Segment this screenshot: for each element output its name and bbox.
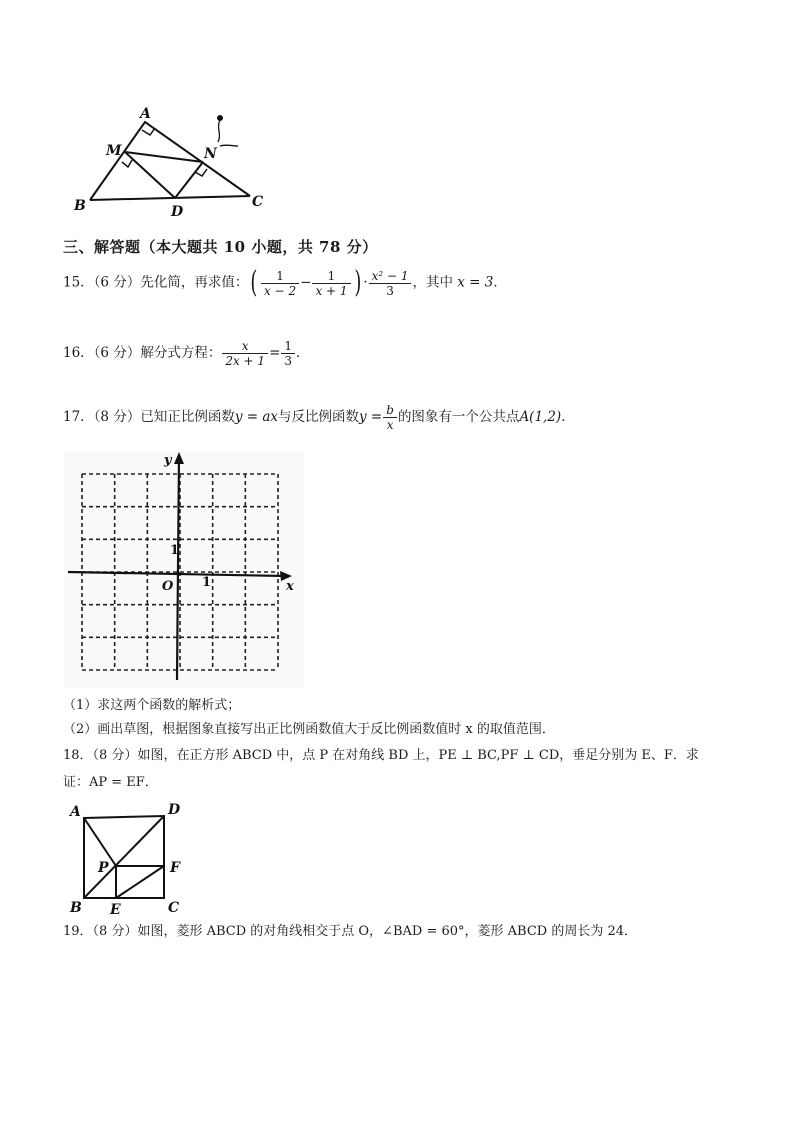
sq-label-B: B <box>70 900 82 916</box>
q16-number: 16． <box>63 345 94 361</box>
q17-text-c: 的图象有一个公共点 <box>397 409 520 425</box>
q15-text-a: 先化简，再求值： <box>140 274 249 291</box>
q15-score: （6 分） <box>93 274 141 291</box>
q17-sub-2: （2）画出草图，根据图象直接写出正比例函数值大于反比例函数值时 x 的取值范围． <box>63 722 555 737</box>
label-M: M <box>106 143 122 159</box>
q15-dot: · <box>363 274 368 291</box>
section-title: 三、解答题（本大题共 10 小题，共 78 分） <box>63 238 378 256</box>
question-15: 15．（6 分）先化简，再求值：( $\frac{1}{x - 2}$ − $\frac{1}{x + 1}$ ) · $\frac{\text{x² − 1}}{3}$ ，其中 x = 3． <box>63 265 507 300</box>
question-16 <box>63 339 310 368</box>
q17-fraction: $\frac{b}{x}$ <box>383 403 397 432</box>
q15-fraction-1: $\frac{1}{x - 2}$ <box>261 269 299 298</box>
label-B: B <box>74 198 86 214</box>
q17-sub-1: （1）求这两个函数的解析式； <box>63 698 241 713</box>
q15-end: ． <box>493 274 507 291</box>
q17-eq2-left: y = <box>359 409 383 425</box>
q16-fraction-1: $\frac{x}{2x + 1}$ <box>222 339 268 368</box>
q17-score: （8 分） <box>93 409 141 425</box>
q15-number: 15． <box>63 274 94 291</box>
question-19: 19．（8 分）如图，菱形 ABCD 的对角线相交于点 O，∠BAD = 60°，菱形 ABCD 的周长为 24． <box>63 924 637 939</box>
q15-fraction-2: $\frac{1}{x + 1}$ <box>312 269 350 298</box>
sq-label-C: C <box>168 900 180 916</box>
origin-label: O <box>162 579 174 594</box>
sq-label-F: F <box>170 860 180 876</box>
sq-label-A: A <box>70 804 81 820</box>
q17-number: 17． <box>63 409 94 425</box>
coordinate-grid <box>64 452 304 688</box>
q16-text-a: 解分式方程： <box>140 345 222 361</box>
q16-fraction-2: $\frac{1}{3}$ <box>281 339 295 368</box>
q15-condition: x = 3 <box>457 274 494 291</box>
sq-label-P: P <box>98 860 109 876</box>
y-axis-label: y <box>164 453 172 468</box>
q16-score: （6 分） <box>93 345 141 361</box>
triangle-figure <box>70 100 280 225</box>
q17-point: A(1,2) <box>519 409 562 425</box>
tick-x-1: 1 <box>202 575 212 590</box>
square-figure <box>64 800 194 918</box>
sq-label-D: D <box>168 802 181 818</box>
question-18-line-2: 证：AP = EF． <box>63 775 158 790</box>
q16-end: ． <box>296 345 310 361</box>
label-C: C <box>252 194 264 210</box>
q15-minus: − <box>300 274 312 291</box>
label-D: D <box>171 204 184 220</box>
tick-y-1: 1 <box>170 543 180 558</box>
q15-fraction-3: $\frac{\text{x² − 1}}{3}$ <box>369 269 412 298</box>
q17-end: ． <box>561 409 575 425</box>
label-N: N <box>204 146 217 162</box>
label-A: A <box>140 106 151 122</box>
question-17 <box>63 403 575 432</box>
sq-label-E: E <box>110 902 121 918</box>
q17-eq1: y = ax <box>234 409 279 425</box>
q15-text-b: ，其中 <box>412 274 453 291</box>
q16-equals: = <box>269 345 281 361</box>
q17-text-a: 已知正比例函数 <box>140 409 235 425</box>
x-axis-label: x <box>286 579 294 594</box>
question-18-line-1: 18．（8 分）如图，在正方形 ABCD 中，点 P 在对角线 BD 上，PE ⊥ BC,PF ⊥ CD，垂足分别为 E、F．求 <box>63 748 699 763</box>
q17-text-b: 与反比例函数 <box>278 409 360 425</box>
